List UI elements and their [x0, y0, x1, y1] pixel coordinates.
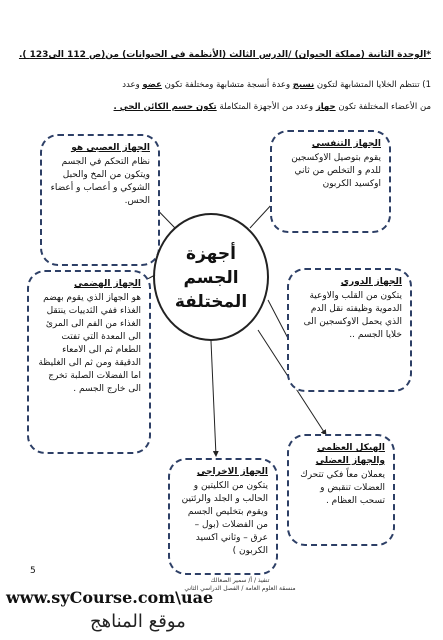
skeletal-muscular-text: يعملان معاً فكي تتحرك العضلات تنقبض و تسحب العظام . — [300, 470, 385, 506]
page-number: 5 — [30, 566, 36, 576]
excretory-system-text: يتكون من الكليتين و الحالب و الجلد والرئتين ويقوم بتخليص الجسم من الفضلات (بول – عرق – وثاني اكسيد الكربون ) — [181, 481, 268, 556]
circulatory-system-box — [287, 268, 412, 392]
respiratory-system-box — [270, 130, 391, 233]
digestive-system-text: هو الجهاز الذي يقوم بهضم الغذاء ففي الثدييات ينتقل الغذاء من الفم الى المرئ الى المعدة التي تفتت الطعام ثم الى الامعاء الدقيقة ومن ثم الى الغليظة اما الفضلات الصلبة تخرج الى خارج الجسم . — [38, 293, 141, 394]
intro-line-2: من الأعضاء المختلفة تكون جهاز وعدد من الأجهزة المتكاملة تكون جسم الكائن الحي . — [113, 102, 431, 112]
footer-credits: تنفيذ / أ/ سمير الصعالك منسقة العلوم العامة / الفصل الدراسي الثاني — [184, 577, 296, 592]
digestive-system-title: الجهاز الهضمي — [74, 279, 141, 289]
excretory-system-box — [168, 458, 278, 575]
respiratory-system-text: يقوم بتوصيل الاوكسجين للدم و التخلص من ثاني اوكسيد الكربون — [291, 153, 381, 189]
digestive-system-box — [27, 270, 151, 454]
site-name: موقع المناهج — [90, 611, 186, 632]
skeletal-muscular-title: الهيكل العظمي والجهاز العضلي — [315, 443, 385, 466]
respiratory-system-title: الجهاز التنفسي — [311, 139, 381, 149]
nervous-system-title: الجهاز العصبي هو — [71, 143, 150, 153]
excretory-system-title: الجهاز الاخراجي — [196, 467, 268, 477]
nervous-system-text: نظام التحكم في الجسم ويتكون من المخ والحبل الشوكي و أعصاب و أعضاء الحس. — [50, 157, 150, 206]
arrow-to-excretory — [211, 341, 216, 456]
site-url[interactable]: www.syCourse.com\uae — [6, 588, 214, 607]
lesson-header: *الوحدة الثانية (مملكة الحيوان) /الدرس الثالث (الأنظمة في الحيوانات) من(ص 112 الى123 ). — [18, 50, 431, 60]
body-systems-center: أجهزة الجسم المختلفة — [153, 213, 269, 341]
circulatory-system-title: الجهاز الدوري — [340, 277, 402, 287]
intro-line-1: 1) تنتظم الخلايا المتشابهة لتكون نسيج وعدة أنسجة متشابهة ومختلفة تكون عضو وعدد — [122, 80, 431, 90]
nervous-system-box — [40, 134, 160, 266]
circulatory-system-text: يتكون من القلب والاوعية الدموية وظيفته نقل الدم الذي يحمل الاوكسجين الى خلايا الجسم .. — [303, 291, 402, 340]
skeletal-muscular-box — [287, 434, 395, 546]
